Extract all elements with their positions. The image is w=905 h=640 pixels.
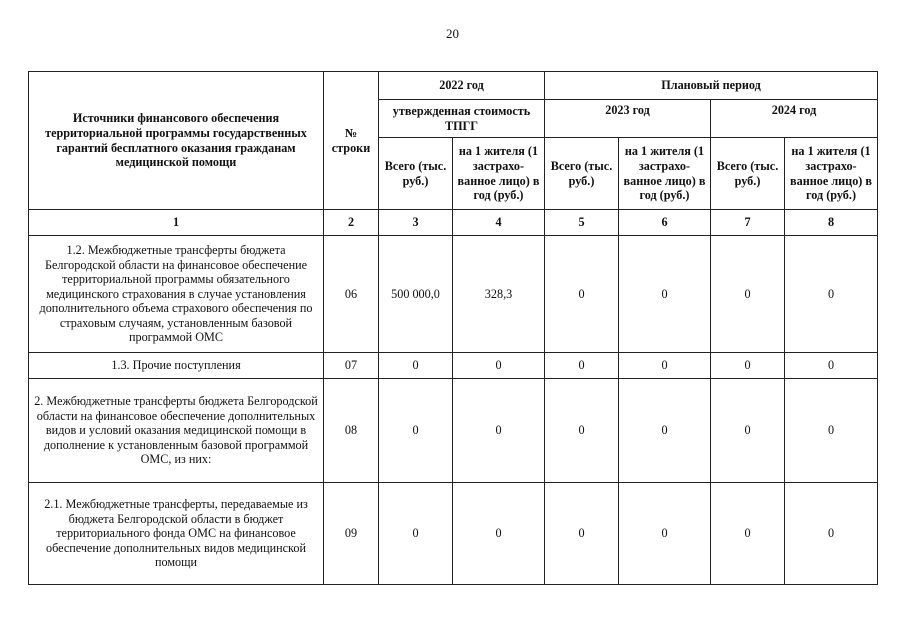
header-total-2022: Всего (тыс. руб.) [379, 138, 453, 210]
header-approved-cost: утвержденная стоимость ТПГГ [379, 100, 545, 138]
financing-table [28, 71, 878, 585]
table-row [29, 236, 878, 353]
cell-value: 0 [453, 353, 545, 379]
header-per-resident-2023: на 1 жителя (1 застрахо-ванное лицо) в год (руб.) [619, 138, 711, 210]
row-description: 1.2. Межбюджетные трансферты бюджета Белгородской области на финансовое обеспечение территориальной программы обязательного медицинского страхования в случае установления дополнительного объема страхового обеспечения по страховым случаям, установленным базовой программой ОМС [29, 236, 324, 353]
cell-value: 0 [545, 353, 619, 379]
cell-value: 0 [453, 483, 545, 585]
header-per-resident-2022: на 1 жителя (1 застрахо-ванное лицо) в год (руб.) [453, 138, 545, 210]
row-number: 07 [324, 353, 379, 379]
cell-value: 0 [785, 483, 878, 585]
col-number: 5 [545, 210, 619, 236]
header-year-2024: 2024 год [711, 100, 878, 138]
cell-value: 500 000,0 [379, 236, 453, 353]
cell-value: 0 [619, 236, 711, 353]
header-source: Источники финансового обеспечения территориальной программы государственных гарантий бесплатного оказания гражданам медицинской помощи [29, 72, 324, 210]
col-number: 1 [29, 210, 324, 236]
col-number: 4 [453, 210, 545, 236]
cell-value: 0 [545, 379, 619, 483]
row-number: 08 [324, 379, 379, 483]
row-description: 2. Межбюджетные трансферты бюджета Белгородской области на финансовое обеспечение дополнительных видов и условий оказания медицинской помощи в дополнение к установленным базовой программой ОМС, из них: [29, 379, 324, 483]
cell-value: 0 [619, 483, 711, 585]
header-year-2022: 2022 год [379, 72, 545, 100]
cell-value: 0 [619, 379, 711, 483]
cell-value: 0 [453, 379, 545, 483]
cell-value: 0 [379, 353, 453, 379]
table-row [29, 353, 878, 379]
header-row-number: № строки [324, 72, 379, 210]
cell-value: 0 [711, 236, 785, 353]
cell-value: 0 [785, 236, 878, 353]
col-number: 3 [379, 210, 453, 236]
row-number: 06 [324, 236, 379, 353]
col-number: 8 [785, 210, 878, 236]
cell-value: 0 [711, 483, 785, 585]
header-total-2024: Всего (тыс. руб.) [711, 138, 785, 210]
row-description: 1.3. Прочие поступления [29, 353, 324, 379]
table-row [29, 379, 878, 483]
header-per-resident-2024: на 1 жителя (1 застрахо-ванное лицо) в год (руб.) [785, 138, 878, 210]
table-row [29, 483, 878, 585]
header-year-2023: 2023 год [545, 100, 711, 138]
cell-value: 0 [785, 379, 878, 483]
col-number: 7 [711, 210, 785, 236]
cell-value: 0 [379, 379, 453, 483]
header-total-2023: Всего (тыс. руб.) [545, 138, 619, 210]
cell-value: 0 [711, 353, 785, 379]
col-number: 2 [324, 210, 379, 236]
cell-value: 0 [545, 236, 619, 353]
row-description: 2.1. Межбюджетные трансферты, передаваемые из бюджета Белгородской области в бюджет территориального фонда ОМС на финансовое обеспечение дополнительных видов медицинской помощи [29, 483, 324, 585]
page-number: 20 [446, 26, 459, 41]
row-number: 09 [324, 483, 379, 585]
cell-value: 0 [711, 379, 785, 483]
col-number: 6 [619, 210, 711, 236]
cell-value: 0 [545, 483, 619, 585]
cell-value: 328,3 [453, 236, 545, 353]
header-planned-period: Плановый период [545, 72, 878, 100]
cell-value: 0 [619, 353, 711, 379]
cell-value: 0 [379, 483, 453, 585]
cell-value: 0 [785, 353, 878, 379]
